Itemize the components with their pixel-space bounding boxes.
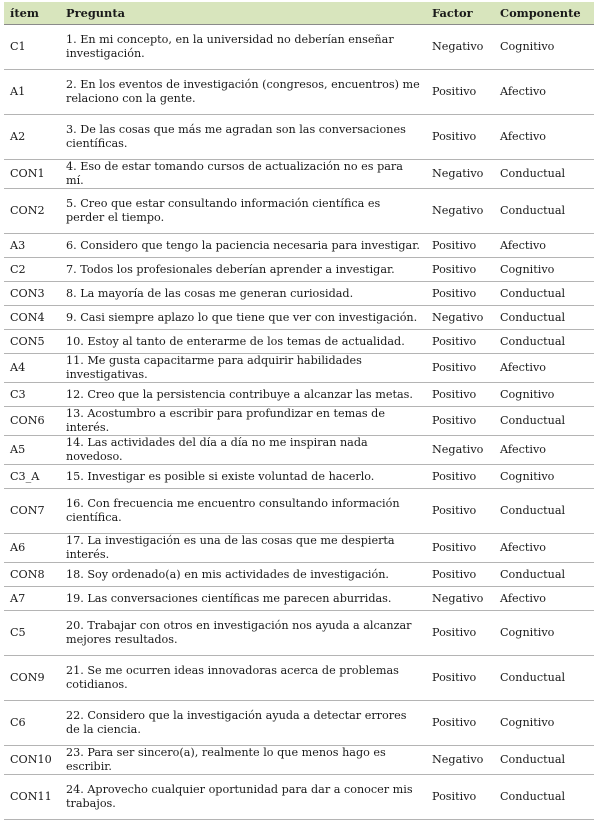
cell-componente: Conductual	[494, 746, 594, 775]
cell-componente: Cognitivo	[494, 611, 594, 656]
cell-componente: Cognitivo	[494, 258, 594, 282]
table-row	[4, 465, 594, 489]
table-row	[4, 25, 594, 70]
header-row	[4, 2, 594, 25]
cell-componente: Conductual	[494, 656, 594, 701]
header-factor: Factor	[426, 2, 494, 25]
cell-factor: Negativo	[426, 587, 494, 611]
cell-item: C3	[4, 383, 60, 407]
cell-pregunta: 9. Casi siempre aplazo lo que tiene que ver con investigación.	[60, 306, 426, 330]
table-row	[4, 160, 594, 189]
cell-componente: Cognitivo	[494, 383, 594, 407]
cell-item: A2	[4, 115, 60, 160]
cell-componente: Conductual	[494, 189, 594, 234]
cell-factor: Positivo	[426, 115, 494, 160]
cell-pregunta: 8. La mayoría de las cosas me generan curiosidad.	[60, 282, 426, 306]
cell-item: CON1	[4, 160, 60, 189]
cell-item: A3	[4, 234, 60, 258]
table-row	[4, 701, 594, 746]
cell-componente: Afectivo	[494, 534, 594, 563]
cell-componente: Conductual	[494, 489, 594, 534]
table-row	[4, 656, 594, 701]
cell-item: A5	[4, 436, 60, 465]
cell-factor: Positivo	[426, 775, 494, 820]
table-row	[4, 282, 594, 306]
cell-item: A7	[4, 587, 60, 611]
cell-pregunta: 2. En los eventos de investigación (congresos, encuentros) me relaciono con la gente.	[60, 70, 426, 115]
table-row	[4, 189, 594, 234]
cell-pregunta: 16. Con frecuencia me encuentro consultando información científica.	[60, 489, 426, 534]
cell-factor: Negativo	[426, 160, 494, 189]
cell-item: C1	[4, 25, 60, 70]
cell-item: CON4	[4, 306, 60, 330]
cell-pregunta: 20. Trabajar con otros en investigación nos ayuda a alcanzar mejores resultados.	[60, 611, 426, 656]
cell-componente: Conductual	[494, 330, 594, 354]
cell-item: CON8	[4, 563, 60, 587]
cell-componente: Conductual	[494, 407, 594, 436]
cell-pregunta: 24. Aprovecho cualquier oportunidad para dar a conocer mis trabajos.	[60, 775, 426, 820]
cell-pregunta: 13. Acostumbro a escribir para profundizar en temas de interés.	[60, 407, 426, 436]
cell-pregunta: 12. Creo que la persistencia contribuye a alcanzar las metas.	[60, 383, 426, 407]
cell-factor: Positivo	[426, 383, 494, 407]
table-row	[4, 354, 594, 383]
cell-componente: Conductual	[494, 563, 594, 587]
cell-factor: Positivo	[426, 407, 494, 436]
table-row	[4, 611, 594, 656]
table-row	[4, 489, 594, 534]
cell-componente: Conductual	[494, 775, 594, 820]
cell-pregunta: 1. En mi concepto, en la universidad no deberían enseñar investigación.	[60, 25, 426, 70]
cell-pregunta: 7. Todos los profesionales deberían aprender a investigar.	[60, 258, 426, 282]
cell-pregunta: 10. Estoy al tanto de enterarme de los temas de actualidad.	[60, 330, 426, 354]
cell-item: CON2	[4, 189, 60, 234]
table-row	[4, 306, 594, 330]
cell-pregunta: 15. Investigar es posible si existe voluntad de hacerlo.	[60, 465, 426, 489]
cell-item: A6	[4, 534, 60, 563]
table-row	[4, 234, 594, 258]
cell-pregunta: 14. Las actividades del día a día no me inspiran nada novedoso.	[60, 436, 426, 465]
table-row	[4, 587, 594, 611]
cell-componente: Conductual	[494, 160, 594, 189]
table-row	[4, 436, 594, 465]
cell-item: CON9	[4, 656, 60, 701]
table-row	[4, 534, 594, 563]
cell-factor: Positivo	[426, 611, 494, 656]
cell-componente: Afectivo	[494, 115, 594, 160]
cell-componente: Cognitivo	[494, 465, 594, 489]
cell-componente: Afectivo	[494, 70, 594, 115]
cell-item: A4	[4, 354, 60, 383]
cell-componente: Afectivo	[494, 354, 594, 383]
table-body	[4, 25, 594, 820]
cell-factor: Negativo	[426, 436, 494, 465]
cell-componente: Afectivo	[494, 234, 594, 258]
cell-factor: Positivo	[426, 489, 494, 534]
table-row	[4, 775, 594, 820]
header-componente: Componente	[494, 2, 594, 25]
cell-pregunta: 11. Me gusta capacitarme para adquirir habilidades investigativas.	[60, 354, 426, 383]
cell-pregunta: 21. Se me ocurren ideas innovadoras acerca de problemas cotidianos.	[60, 656, 426, 701]
cell-pregunta: 6. Considero que tengo la paciencia necesaria para investigar.	[60, 234, 426, 258]
cell-item: C5	[4, 611, 60, 656]
table-row	[4, 563, 594, 587]
cell-componente: Conductual	[494, 306, 594, 330]
cell-componente: Cognitivo	[494, 701, 594, 746]
header-pregunta: Pregunta	[60, 2, 426, 25]
cell-item: CON5	[4, 330, 60, 354]
cell-factor: Positivo	[426, 563, 494, 587]
cell-item: CON11	[4, 775, 60, 820]
cell-factor: Negativo	[426, 189, 494, 234]
cell-item: CON10	[4, 746, 60, 775]
header-item: ítem	[4, 2, 60, 25]
cell-factor: Negativo	[426, 25, 494, 70]
cell-pregunta: 3. De las cosas que más me agradan son las conversaciones científicas.	[60, 115, 426, 160]
table-row	[4, 383, 594, 407]
cell-factor: Positivo	[426, 534, 494, 563]
cell-pregunta: 23. Para ser sincero(a), realmente lo que menos hago es escribir.	[60, 746, 426, 775]
cell-componente: Afectivo	[494, 587, 594, 611]
cell-pregunta: 22. Considero que la investigación ayuda a detectar errores de la ciencia.	[60, 701, 426, 746]
cell-factor: Positivo	[426, 701, 494, 746]
table-row	[4, 258, 594, 282]
table-row	[4, 70, 594, 115]
table-row	[4, 115, 594, 160]
cell-factor: Positivo	[426, 465, 494, 489]
cell-pregunta: 17. La investigación es una de las cosas que me despierta interés.	[60, 534, 426, 563]
cell-item: CON7	[4, 489, 60, 534]
cell-pregunta: 18. Soy ordenado(a) en mis actividades de investigación.	[60, 563, 426, 587]
cell-factor: Positivo	[426, 354, 494, 383]
cell-componente: Cognitivo	[494, 25, 594, 70]
table-header	[4, 2, 594, 25]
cell-item: A1	[4, 70, 60, 115]
cell-factor: Positivo	[426, 656, 494, 701]
cell-item: C2	[4, 258, 60, 282]
cell-item: C3_A	[4, 465, 60, 489]
cell-factor: Positivo	[426, 234, 494, 258]
cell-pregunta: 4. Eso de estar tomando cursos de actualización no es para mí.	[60, 160, 426, 189]
cell-componente: Afectivo	[494, 436, 594, 465]
cell-item: CON3	[4, 282, 60, 306]
cell-componente: Conductual	[494, 282, 594, 306]
cell-item: C6	[4, 701, 60, 746]
cell-factor: Positivo	[426, 258, 494, 282]
cell-factor: Positivo	[426, 330, 494, 354]
cell-item: CON6	[4, 407, 60, 436]
table-row	[4, 330, 594, 354]
cell-pregunta: 19. Las conversaciones científicas me parecen aburridas.	[60, 587, 426, 611]
cell-factor: Negativo	[426, 306, 494, 330]
cell-factor: Positivo	[426, 70, 494, 115]
cell-factor: Negativo	[426, 746, 494, 775]
cell-factor: Positivo	[426, 282, 494, 306]
table-row	[4, 407, 594, 436]
questionnaire-table	[4, 2, 594, 820]
cell-pregunta: 5. Creo que estar consultando información científica es perder el tiempo.	[60, 189, 426, 234]
